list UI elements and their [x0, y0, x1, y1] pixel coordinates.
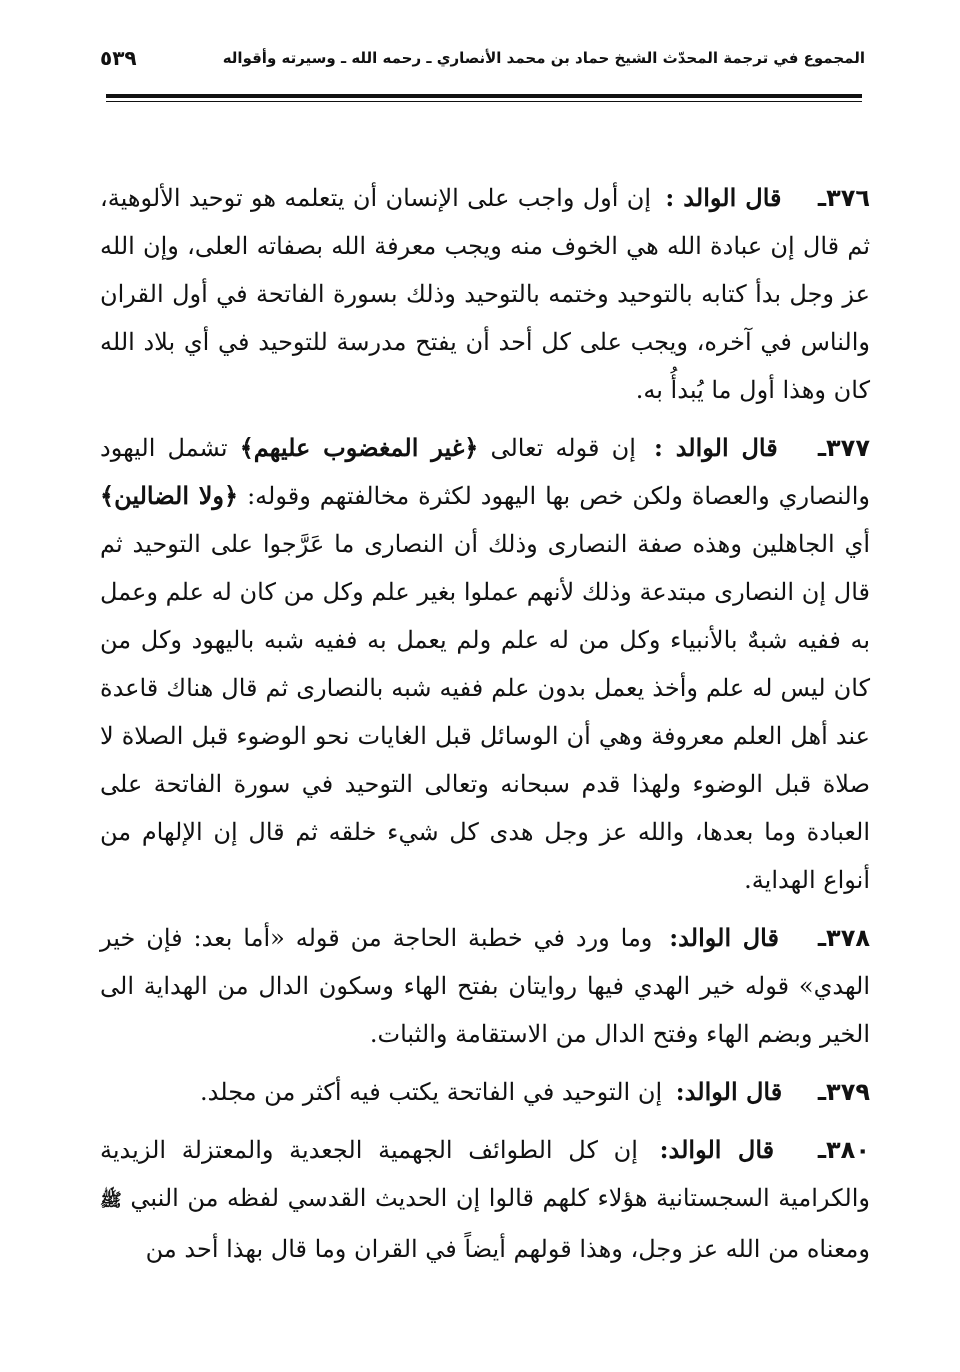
running-header	[100, 40, 865, 76]
running-title: المجموع في ترجمة المحدّث الشيخ حماد بن محمد الأنصاري ـ رحمه الله ـ وسيرته وأقواله	[222, 49, 865, 67]
entry-number: ٣٧٨ـ	[817, 924, 870, 952]
entry-text: إن كل الطوائف الجهمية الجعدية والمعتزلة الزيدية والكرامية السجستانية هؤلاء كلهم قالوا إن الحديث القدسي لفظه من النبي	[100, 1136, 870, 1212]
entry-number: ٣٨٠ـ	[817, 1136, 870, 1164]
salawat-glyph: ﷺ	[100, 1190, 122, 1211]
entry-text: إن قوله تعالى	[490, 434, 636, 462]
entry-text: تشمل اليهود والنصاري والعصاة ولكن خص بها اليهود لكثرة مخالفتهم وقوله:	[100, 434, 870, 510]
entry-number: ٣٧٦ـ	[817, 184, 871, 212]
entry-376	[100, 174, 870, 414]
header-rule-thick	[106, 94, 862, 98]
entry-text: وما ورد في خطبة الحاجة من قوله «أما بعد: فإن خير الهدي» قوله خير الهدي فيها روايتان بفتح الهاء وسكون الدال من الهداية الى الخير وبضم الهاء وفتح الدال من الاستقامة والثبات.	[100, 924, 870, 1048]
entry-text: إن التوحيد في الفاتحة يكتب فيه أكثر من مجلد.	[200, 1078, 663, 1106]
entry-380	[100, 1126, 870, 1273]
quran-verse: ﴿غير المغضوب عليهم﴾	[239, 433, 479, 462]
entry-speaker: قال الوالد :	[665, 183, 782, 212]
entry-text: أي الجاهلين وهذه صفة النصارى وذلك أن النصارى ما عَرَّجوا على التوحيد ثم قال إن النصارى مبتدعة وذلك لأنهم عملوا بغير علم وكل من كان له علم وعمل به ففيه شبهٌ بالأنبياء وكل من له علم ولم يعمل به ففيه شبه باليهود وكل من كان ليس له علم وأخذ يعمل بدون علم ففيه شبه بالنصارى ثم قال هناك قاعدة عند أهل العلم معروفة وهي أن الوسائل قبل الغايات نحو الوضوء قبل الصلاة لا صلاة قبل الوضوء ولهذا قدم سبحانه وتعالى التوحيد في سورة الفاتحة على العبادة وما بعدها، والله عز وجل هدى كل شيء خلقه ثم قال إن الإلهام من أنواع الهداية.	[100, 530, 871, 894]
entry-text: ومعناه من الله عز وجل، وهذا قولهم أيضاً في القران وما قال بهذا أحد من	[145, 1235, 870, 1263]
entry-379	[100, 1068, 870, 1116]
entry-text: إن أول واجب على الإنسان أن يتعلمه هو توحيد الألوهية، ثم قال إن عبادة الله هي الخوف منه ويجب معرفة الله بصفاته العلى، وإن الله عز وجل بدأ كتابه بالتوحيد وختمه بالتوحيد وذلك بسورة الفاتحة في أول القران والناس في آخره، ويجب على كل أحد أن يفتح مدرسة للتوحيد في أي بلاد الله كان وهذا أول ما يُبدأُ به.	[100, 184, 870, 404]
entry-speaker: قال الوالد:	[669, 923, 779, 952]
page-number: ٥٣٩	[100, 46, 137, 70]
entry-377	[100, 424, 870, 904]
entry-speaker: قال الوالد :	[654, 433, 778, 462]
entry-speaker: قال الوالد:	[675, 1077, 783, 1106]
quran-verse: ﴿ولا الضالين﴾	[100, 481, 239, 510]
entry-378	[100, 914, 870, 1058]
body-text	[100, 174, 870, 1283]
entry-number: ٣٧٧ـ	[817, 434, 870, 462]
entry-number: ٣٧٩ـ	[817, 1078, 870, 1106]
entry-speaker: قال الوالد:	[659, 1135, 775, 1164]
header-rule-thin	[106, 101, 862, 102]
